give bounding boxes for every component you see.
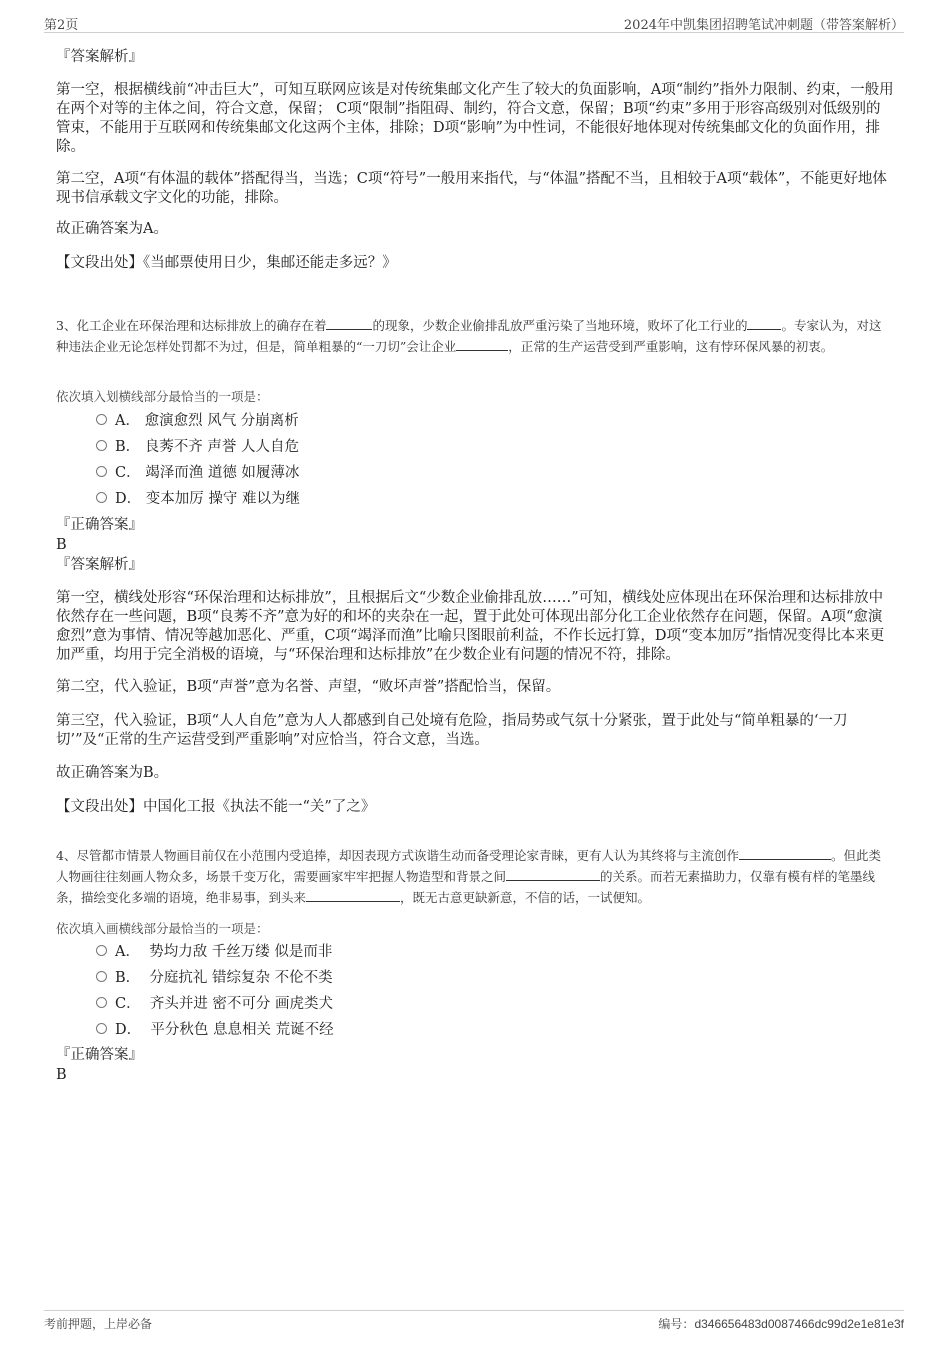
radio-icon[interactable] (96, 1023, 107, 1034)
q3-option-c[interactable] (96, 461, 299, 483)
question-3-text (56, 315, 892, 357)
blank-line (326, 316, 372, 330)
option-text: 良莠不齐 声誉 人人自危 (144, 439, 299, 455)
correct-answer: B (56, 1067, 67, 1083)
q3-option-d[interactable] (96, 487, 300, 509)
q4-option-b[interactable] (96, 966, 333, 988)
q3-text-a: 3、化工企业在环保治理和达标排放上的确存在着 (56, 317, 327, 333)
option-text: 平分秋色 息息相关 荒诞不经 (150, 1022, 334, 1038)
option-text: 齐头并进 密不可分 画虎类犬 (149, 996, 334, 1012)
analysis-label: 『答案解析』 (56, 557, 143, 573)
q4-prompt: 依次填入画横线部分最恰当的一项是： (56, 920, 269, 936)
correct-answer: B (56, 537, 67, 553)
radio-icon[interactable] (96, 971, 107, 982)
blank-line (456, 337, 508, 351)
q4-text-d: ，既无古意更缺新意，不信的话，一试便知。 (400, 889, 651, 905)
analysis-label: 『答案解析』 (56, 49, 143, 65)
q3-source: 【文段出处】中国化工报《执法不能一“关”了之》 (56, 799, 376, 815)
option-letter: C． (115, 465, 141, 481)
document-code (658, 1315, 904, 1332)
page-footer (44, 1310, 904, 1335)
page-header (44, 12, 904, 33)
q4-option-c[interactable] (96, 992, 333, 1014)
question-4-text (56, 845, 892, 908)
option-text: 竭泽而渔 道德 如履薄冰 (145, 465, 300, 481)
q3-analysis-p3: 第三空，代入验证，B项“人人自危”意为人人都感到自己处境有危险，指局势或气氛十分紧张，置于此处与“简单粗暴的‘一刀切’”及“正常的生产运营受到严重影响”对应恰当，符合文意，当选。 (56, 713, 848, 748)
option-letter: D． (115, 491, 142, 507)
option-text: 愈演愈烈 风气 分崩离析 (144, 413, 299, 429)
q4-option-d[interactable] (96, 1018, 334, 1040)
q3-text-c: 。专家认为，对这种违法企业无论怎样处罚都不为过，但是，简单粗暴的“一刀切”会让企业 (56, 317, 882, 354)
q4-text-a: 4、尽管都市情景人物画目前仅在小范围内受追捧，却因表现方式诙谐生动而备受理论家青睐，更有人认为其终将与主流创作 (56, 847, 739, 863)
option-letter: C． (115, 996, 141, 1012)
radio-icon[interactable] (96, 466, 107, 477)
page-number: 第2页 (44, 18, 79, 33)
q3-text-d: ，正常的生产运营受到严重影响，这有悖环保风暴的初衷。 (508, 338, 834, 354)
blank-line (506, 867, 600, 881)
correct-answer-label: 『正确答案』 (56, 1047, 143, 1063)
q2-source: 【文段出处】《当邮票使用日少，集邮还能走多远？》 (56, 255, 397, 271)
option-letter: B． (115, 970, 141, 986)
correct-answer-label: 『正确答案』 (56, 517, 143, 533)
radio-icon[interactable] (96, 945, 107, 956)
q4-text-c: 的关系。而若无素描助力，仅靠有模有样的笔墨线条，描绘变化多端的语境，绝非易事，到头来 (56, 868, 876, 905)
q4-option-a[interactable] (96, 940, 332, 962)
q3-option-a[interactable] (96, 409, 299, 431)
radio-icon[interactable] (96, 440, 107, 451)
blank-line (306, 888, 400, 902)
q3-prompt: 依次填入划横线部分最恰当的一项是： (56, 388, 269, 404)
q3-text-b: 的现象，少数企业偷排乱放严重污染了当地环境，败坏了化工行业的 (372, 317, 748, 333)
radio-icon[interactable] (96, 997, 107, 1008)
option-letter: D． (115, 1022, 142, 1038)
q3-analysis-p1: 第一空，横线处形容“环保治理和达标排放”，且根据后文“少数企业偷排乱放……”可知，横线处应体现出在环保治理和达标排放中依然存在一些问题，B项“良莠不齐”意为好的和坏的夹杂在一起，置于此处可体现出部分化工企业依然存在问题，保留。A项“愈演愈烈”意为事情、情况等越加恶化、严重，C项“竭泽而渔”比喻只图眼前利益，不作长远打算，D项“变本加厉”指情况变得比本来更加严重，均用于完全消极的语境，与“环保治理和达标排放”在少数企业有问题的情况不符，排除。 (56, 590, 885, 663)
option-letter: A． (115, 413, 140, 429)
q2-conclusion: 故正确答案为A。 (56, 221, 168, 237)
code-label: 编号： (658, 1317, 695, 1331)
q3-conclusion: 故正确答案为B。 (56, 765, 169, 781)
option-letter: A． (115, 944, 140, 960)
q3-analysis-p2: 第二空，代入验证，B项“声誉”意为名誉、声望，“败坏声誉”搭配恰当，保留。 (56, 679, 561, 695)
q2-analysis-p1: 第一空，根据横线前“冲击巨大”，可知互联网应该是对传统集邮文化产生了较大的负面影响，A项“制约”指外力限制、约束，一般用在两个对等的主体之间，符合文意，保留； C项“限制”指阻碍、制约，符合文意，保留；B项“约束”多用于形容高级别对低级别的管束，不能用于互联网和传统集邮文化这两个主体，排除；D项“影响”为中性词，不能很好地体现对传统集邮文化的负面作用，排除。 (56, 82, 894, 155)
option-text: 势均力敌 千丝万缕 似是而非 (149, 944, 333, 960)
option-letter: B． (115, 439, 141, 455)
option-text: 变本加厉 操守 难以为继 (145, 491, 300, 507)
q2-analysis-p2: 第二空，A项“有体温的载体”搭配得当，当选；C项“符号”一般用来指代，与“体温”搭配不当，且相较于A项“载体”，不能更好地体现书信承载文字文化的功能，排除。 (56, 171, 887, 206)
blank-line (739, 846, 831, 860)
radio-icon[interactable] (96, 414, 107, 425)
q4-text-b: 。但此类人物画往往刻画人物众多，场景千变万化，需要画家牢牢把握人物造型和背景之间 (56, 847, 881, 884)
radio-icon[interactable] (96, 492, 107, 503)
footer-slogan: 考前押题，上岸必备 (44, 1317, 153, 1331)
document-title: 2024年中凯集团招聘笔试冲刺题（带答案解析） (623, 18, 904, 33)
blank-line (747, 316, 781, 330)
code-value: d346656483d0087466dc99d2e1e81e3f (694, 1317, 904, 1331)
q3-option-b[interactable] (96, 435, 299, 457)
option-text: 分庭抗礼 错综复杂 不伦不类 (149, 970, 333, 986)
